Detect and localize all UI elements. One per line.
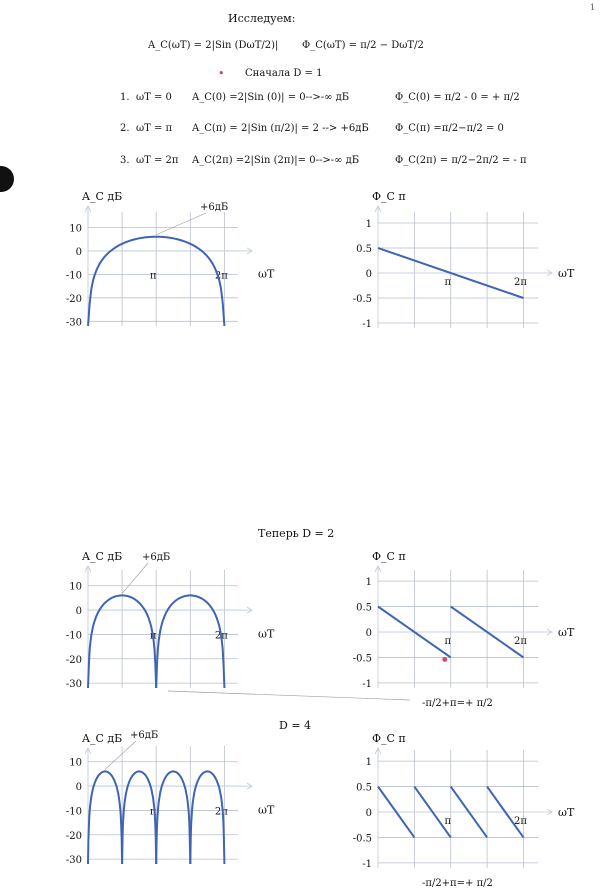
y-tick-label: 1 — [365, 577, 372, 589]
y-tick-label: -30 — [65, 317, 82, 329]
highlight-point — [442, 657, 447, 662]
y-tick-label: -30 — [65, 855, 82, 867]
x-tick-label: π — [149, 806, 157, 818]
step-arg: ωT = π — [136, 123, 173, 134]
heading: Исследуем: — [228, 12, 296, 25]
y-tick-label: 10 — [69, 223, 82, 235]
amplitude-curve — [190, 771, 224, 864]
y-tick-label: -20 — [65, 654, 82, 666]
amplitude-chart-d4 — [50, 728, 310, 878]
peak-pointer — [105, 741, 136, 769]
grid — [88, 746, 238, 864]
amplitude-curve — [88, 771, 122, 864]
grid — [378, 570, 538, 688]
x-tick-label: π — [444, 277, 452, 288]
amplitude-chart-d2 — [50, 538, 310, 700]
first-case-label: Сначала D = 1 — [245, 68, 323, 79]
y-tick-label: 1 — [365, 219, 372, 230]
y-tick-label: 0.5 — [356, 602, 372, 614]
phase-note: -π/2+π=+ π/2 — [422, 698, 493, 709]
y-tick-label: -10 — [65, 630, 82, 642]
x-tick-label: 2π — [214, 806, 228, 818]
phase-chart-d1 — [340, 180, 602, 340]
axis-title: A_C дБ — [82, 190, 123, 203]
step-phase: Φ_C(π) =π/2−π/2 = 0 — [395, 123, 504, 134]
grid — [378, 212, 538, 328]
step-amplitude: A_C(2π) =2|Sin (2π)|= 0-->-∞ дБ — [192, 155, 360, 166]
y-tick-label: -10 — [65, 270, 82, 282]
x-tick-label: 2π — [513, 277, 527, 288]
step-number: 3. — [120, 155, 130, 166]
x-tick-label: 2π — [214, 270, 228, 282]
step-phase: Φ_C(2π) = π/2−2π/2 = - π — [395, 155, 527, 166]
bullet-icon: • — [218, 67, 225, 80]
y-tick-label: 10 — [69, 581, 82, 593]
y-tick-label: 0 — [75, 782, 82, 794]
x-tick-label: π — [149, 270, 157, 282]
y-tick-label: -20 — [65, 293, 82, 305]
y-tick-label: -30 — [65, 679, 82, 691]
phase-chart-d4 — [340, 728, 602, 892]
x-tick-label: π — [444, 636, 452, 647]
x-tick-label: 2π — [513, 636, 527, 647]
y-tick-label: -0.5 — [352, 653, 372, 665]
x-axis-label: ωT — [558, 267, 575, 280]
phase-note: -π/2+π=+ π/2 — [422, 878, 493, 889]
y-tick-label: -20 — [65, 830, 82, 842]
step-arg: ωT = 0 — [136, 92, 172, 103]
peak-pointer — [122, 563, 148, 593]
y-tick-label: 0 — [365, 628, 372, 639]
step-amplitude: A_C(0) =2|Sin (0)| = 0-->-∞ дБ — [192, 92, 350, 103]
x-axis-label: ωT — [258, 627, 275, 641]
y-tick-label: 0 — [365, 808, 372, 819]
y-tick-label: 0 — [75, 606, 82, 618]
y-tick-label: 10 — [69, 757, 82, 769]
bullet-marker — [0, 166, 14, 192]
peak-pointer — [156, 213, 206, 235]
axis-title: A_C дБ — [82, 732, 123, 745]
y-tick-label: 1 — [365, 757, 372, 769]
x-axis-label: ωT — [258, 267, 275, 281]
axis-title: Φ_C π — [372, 550, 406, 563]
formula-amplitude: A_C(ωT) = 2|Sin (DωT/2)| — [148, 40, 279, 51]
amplitude-chart-d1 — [50, 180, 310, 340]
y-tick-label: -10 — [65, 806, 82, 818]
grid — [88, 570, 238, 688]
y-tick-label: 0 — [75, 246, 82, 258]
x-axis-label: ωT — [258, 803, 275, 817]
axis-title: Φ_C π — [372, 732, 406, 745]
x-tick-label: π — [444, 816, 452, 827]
grid — [378, 750, 538, 868]
x-axis-label: ωT — [558, 806, 575, 819]
x-tick-label: 2π — [214, 630, 228, 642]
step-number: 2. — [120, 123, 130, 134]
x-axis-label: ωT — [558, 626, 575, 639]
x-tick-label: 2π — [513, 816, 527, 827]
y-tick-label: 0 — [365, 269, 372, 280]
peak-label: +6дБ — [142, 552, 171, 563]
step-phase: Φ_C(0) = π/2 - 0 = + π/2 — [395, 92, 520, 103]
axis-title: Φ_C π — [372, 190, 406, 203]
amplitude-curve — [122, 771, 156, 864]
peak-label: +6дБ — [130, 730, 159, 741]
section-label-d2: Теперь D = 2 — [258, 527, 335, 540]
x-tick-label: π — [149, 630, 157, 642]
phase-chart-d2 — [340, 538, 602, 710]
y-tick-label: -0.5 — [352, 294, 372, 305]
y-tick-label: 0.5 — [356, 244, 372, 255]
formula-phase: Φ_C(ωT) = π/2 − DωT/2 — [302, 40, 424, 51]
section-label-d4: D = 4 — [279, 719, 312, 732]
axis-title: A_C дБ — [82, 550, 123, 563]
y-tick-label: -1 — [362, 678, 372, 690]
step-number: 1. — [120, 92, 130, 103]
peak-label: +6дБ — [200, 202, 229, 213]
y-tick-label: -1 — [362, 858, 372, 870]
page-number: 1 — [590, 3, 596, 12]
amplitude-curve — [156, 771, 190, 864]
y-tick-label: -0.5 — [352, 833, 372, 845]
step-arg: ωT = 2π — [136, 155, 179, 166]
y-tick-label: 0.5 — [356, 782, 372, 794]
y-tick-label: -1 — [362, 319, 372, 330]
step-amplitude: A_C(π) = 2|Sin (π/2)| = 2 --> +6дБ — [192, 123, 369, 134]
